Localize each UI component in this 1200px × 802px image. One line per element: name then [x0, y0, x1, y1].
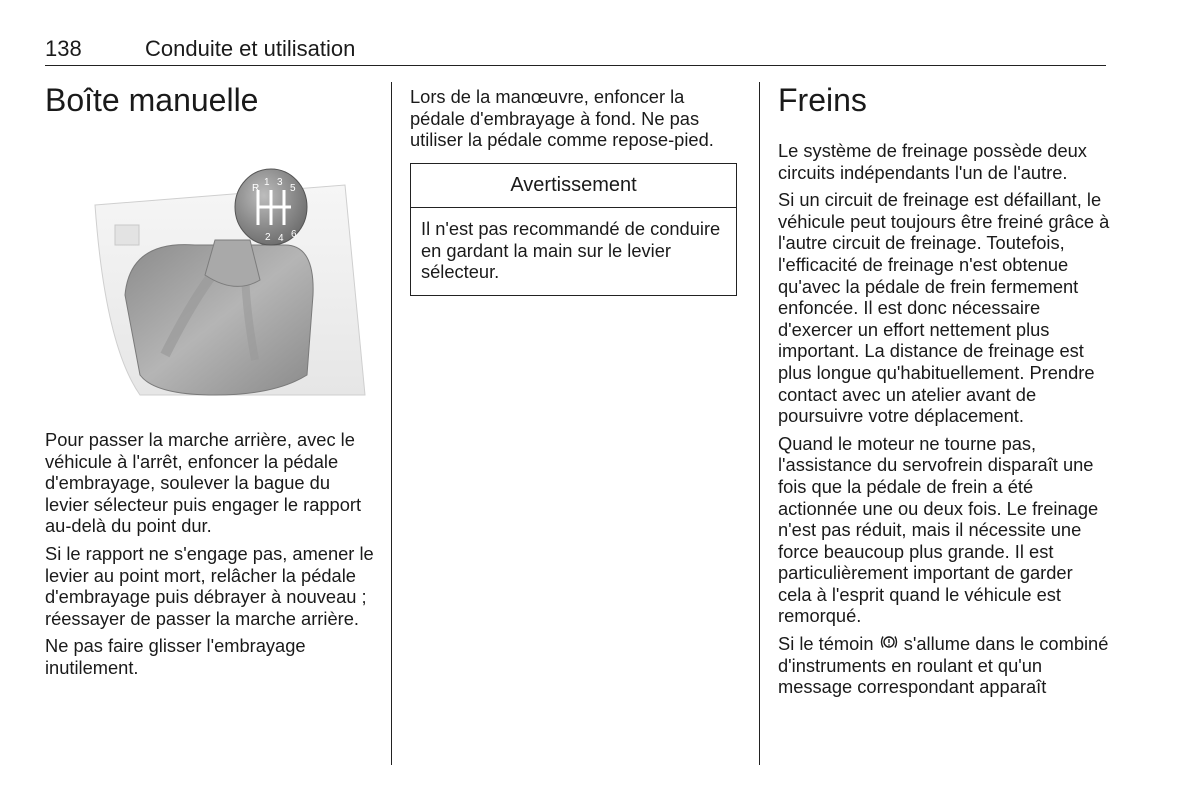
column-3-text — [778, 140, 1110, 704]
page-number: 138 — [45, 36, 82, 61]
svg-text:3: 3 — [277, 177, 283, 188]
svg-text:5: 5 — [290, 183, 296, 194]
column-1-text — [45, 429, 375, 685]
paragraph: Le système de freinage possède deux circuits indépendants l'un de l'autre. — [778, 140, 1087, 183]
paragraph: Ne pas faire glisser l'embrayage inutilement. — [45, 635, 306, 678]
paragraph-start: Si le témoin — [778, 633, 874, 655]
column-divider — [391, 82, 392, 765]
paragraph: Pour passer la marche arrière, avec le véhicule à l'arrêt, enfoncer la pédale d'embrayage, soulever la bague du levier sélecteur puis engager le rapport au-delà du point dur. — [45, 429, 362, 537]
svg-text:1: 1 — [264, 177, 270, 188]
column-divider — [759, 82, 760, 765]
svg-text:4: 4 — [278, 233, 284, 244]
paragraph: Lors de la manœuvre, enfoncer la pédale d'embrayage à fond. Ne pas utiliser la pédale comme repose-pied. — [410, 86, 714, 151]
warning-box — [410, 163, 737, 296]
warning-title: Avertissement — [411, 164, 736, 208]
paragraph: Si un circuit de freinage est défaillant, le véhicule peut toujours être freiné grâce à l'autre circuit de freinage. Toutefois, l'efficacité de freinage n'est obtenue qu'avec la pédale de frein fermement enfoncée. Il est donc nécessaire d'exercer un effort nettement plus important. La distance de freinage est plus longue qu'habituellement. Prendre contact avec un atelier avant de poursuivre votre déplacement. — [778, 189, 1110, 427]
brake-warning-icon — [879, 634, 899, 650]
svg-text:R: R — [252, 183, 260, 194]
heading-manual-gearbox: Boîte manuelle — [45, 82, 259, 118]
paragraph — [778, 633, 1110, 698]
paragraph: Si le rapport ne s'engage pas, amener le levier au point mort, relâcher la pédale d'embrayage puis débrayer à nouveau ; réessayer de passer la marche arrière. — [45, 542, 374, 629]
gear-shift-illustration — [45, 145, 372, 415]
svg-text:6: 6 — [291, 229, 297, 240]
paragraph: Quand le moteur ne tourne pas, l'assistance du servofrein disparaît une fois que la pédale de frein a été actionnée une ou deux fois. Le freinage n'est pas réduit, mais il nécessite une force beaucoup plus grande. Il est particulièrement important de garder cela à l'esprit quand le véhicule est remorqué. — [778, 432, 1099, 627]
svg-text:2: 2 — [265, 232, 271, 243]
warning-text: Il n'est pas recommandé de conduire en gardant la main sur le levier sélecteur. — [421, 218, 721, 283]
section-title: Conduite et utilisation — [145, 36, 356, 61]
header-rule — [45, 65, 1106, 66]
paragraph-end: s'allume dans le combiné d'instruments en roulant et qu'un message correspondant apparaît — [778, 633, 1109, 698]
heading-brakes: Freins — [778, 82, 867, 118]
column-2-text — [410, 86, 740, 157]
